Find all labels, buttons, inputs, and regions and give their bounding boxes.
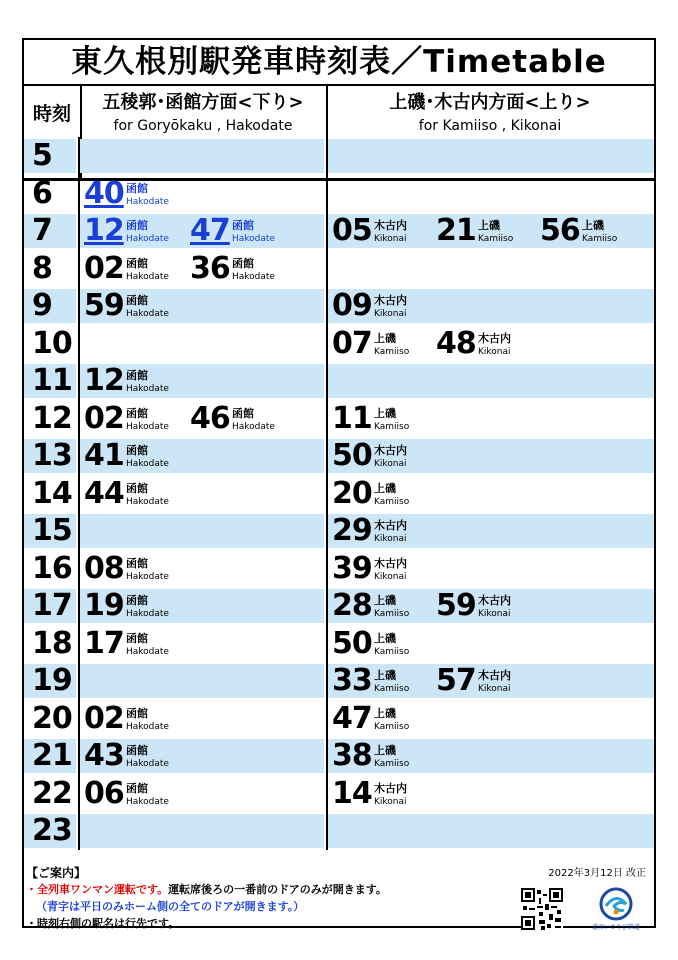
table-row [24, 775, 654, 813]
destination-jp: 上磯 [374, 331, 396, 345]
column-divider [326, 662, 328, 700]
column-divider [326, 775, 328, 813]
destination-jp: 函館 [232, 219, 254, 232]
up-direction-jp: 上磯･木古内方面<上り> [389, 92, 591, 113]
up-departures-cell [328, 552, 654, 586]
down-departures-cell [80, 777, 324, 811]
destination-en: Hakodate [126, 384, 169, 394]
departure-minute: 38 [332, 738, 372, 773]
down-departures-cell [80, 139, 324, 173]
destination-en: Hakodate [232, 234, 275, 244]
column-divider [78, 437, 80, 475]
column-divider [78, 400, 80, 438]
down-departures-cell [80, 552, 324, 586]
destination-jp: 函館 [126, 631, 148, 645]
table-row [24, 175, 654, 213]
column-divider [78, 325, 80, 363]
up-departures-cell [328, 514, 654, 548]
table-row [24, 587, 654, 625]
table-row [24, 325, 654, 363]
column-divider [78, 137, 80, 175]
table-row [24, 662, 654, 700]
destination-jp: 上磯 [374, 631, 396, 645]
column-divider [78, 212, 80, 250]
departure-minute: 50 [332, 625, 372, 661]
column-divider [326, 325, 328, 363]
departure-minute: 20 [332, 475, 372, 511]
departure-minute: 57 [436, 663, 476, 698]
column-divider [326, 400, 328, 438]
destination-en: Kamiiso [374, 609, 410, 619]
destination-jp: 函館 [126, 406, 148, 420]
destination-jp: 木古内 [374, 219, 407, 232]
up-departures-cell [328, 477, 654, 511]
notice-line-1 [26, 881, 387, 897]
destination-jp: 上磯 [582, 219, 604, 232]
destination-en: Kikonai [478, 684, 511, 694]
table-row [24, 362, 654, 400]
destination-en: Kamiiso [374, 721, 410, 732]
up-departures-cell [328, 702, 654, 736]
up-departures-cell [328, 327, 654, 361]
column-divider [326, 550, 328, 588]
down-departures-cell [80, 739, 324, 773]
column-divider [326, 700, 328, 738]
destination-en: Hakodate [126, 309, 169, 319]
table-row [24, 437, 654, 475]
departure-minute: 02 [84, 250, 124, 286]
departure-minute: 33 [332, 663, 372, 698]
table-row [24, 737, 654, 775]
departure-minute: 41 [84, 438, 124, 473]
destination-jp: 函館 [126, 444, 148, 457]
railway-logo-icon [580, 886, 652, 922]
column-divider [78, 812, 80, 850]
destination-en: Kamiiso [374, 646, 410, 657]
departure-minute: 08 [84, 550, 124, 586]
destination-en: Hakodate [126, 759, 169, 769]
destination-jp: 函館 [126, 594, 148, 607]
destination-en: Hakodate [232, 271, 275, 282]
table-row [24, 475, 654, 513]
table-row [24, 550, 654, 588]
table-row [24, 137, 654, 175]
destination-jp: 木古内 [374, 781, 407, 795]
departure-minute: 47 [332, 700, 372, 736]
hour-cell: 10 [32, 325, 72, 361]
destination-jp: 函館 [126, 369, 148, 382]
destination-jp: 木古内 [478, 331, 511, 345]
down-departures-cell [80, 702, 324, 736]
destination-jp: 上磯 [374, 706, 396, 720]
destination-en: Kikonai [374, 234, 407, 244]
departure-minute: 11 [332, 400, 372, 436]
column-divider [78, 662, 80, 700]
column-divider [326, 175, 328, 213]
hour-cell: 14 [32, 475, 72, 511]
hour-cell: 17 [24, 589, 76, 623]
qr-code-icon [521, 888, 563, 930]
destination-jp: 函館 [232, 406, 254, 420]
column-divider [78, 362, 80, 400]
hour-cell: 12 [32, 400, 72, 436]
timetable-sheet [22, 38, 656, 931]
hour-cell: 5 [24, 139, 76, 173]
destination-jp: 木古内 [478, 669, 511, 682]
destination-jp: 函館 [126, 481, 148, 495]
departure-minute: 12 [84, 213, 124, 248]
hour-cell: 21 [24, 739, 76, 773]
destination-en: Hakodate [126, 459, 169, 469]
table-row [24, 212, 654, 250]
up-departures-cell [328, 739, 654, 773]
departure-minute: 17 [84, 625, 124, 661]
revision-date: 2022年3月12日 改正 [548, 868, 646, 879]
destination-en: Kikonai [374, 796, 407, 807]
down-departures-cell [80, 327, 324, 361]
down-departures-cell [80, 364, 324, 398]
hour-cell: 23 [24, 814, 76, 848]
down-departures-cell [80, 289, 324, 323]
destination-en: Hakodate [126, 271, 169, 282]
destination-jp: 函館 [126, 294, 148, 307]
up-departures-cell [328, 364, 654, 398]
column-divider [326, 587, 328, 625]
notice-one-man: ・全列車ワンマン運転です。 [26, 883, 169, 896]
departure-minute: 50 [332, 438, 372, 473]
hour-cell: 15 [24, 514, 76, 548]
notice-line-2: （青字は平日のみホーム側の全てのドアが開きます。） [36, 900, 305, 913]
departure-minute: 29 [332, 513, 372, 548]
column-divider [78, 737, 80, 775]
up-departures-cell [328, 627, 654, 661]
column-divider [78, 550, 80, 588]
column-divider [78, 250, 80, 288]
down-departures-cell [80, 214, 324, 248]
departure-minute: 44 [84, 475, 124, 511]
destination-en: Kikonai [374, 571, 407, 582]
hour-cell: 6 [32, 175, 52, 211]
destination-jp: 上磯 [374, 481, 396, 495]
destination-en: Kikonai [478, 609, 511, 619]
destination-en: Kamiiso [374, 346, 410, 357]
column-divider [326, 512, 328, 550]
guide-heading: 【ご案内】 [26, 866, 87, 880]
up-departures-cell [328, 177, 654, 211]
down-departures-cell [80, 402, 324, 436]
column-divider [326, 137, 328, 175]
column-divider [78, 775, 80, 813]
departure-minute: 39 [332, 550, 372, 586]
hour-cell: 16 [32, 550, 72, 586]
destination-en: Kikonai [478, 346, 511, 357]
hour-cell: 7 [24, 214, 76, 248]
hour-cell: 8 [32, 250, 52, 286]
table-row [24, 625, 654, 663]
destination-en: Hakodate [232, 421, 275, 432]
destination-jp: 木古内 [478, 594, 511, 607]
destination-en: Kikonai [374, 534, 407, 544]
destination-jp: 木古内 [374, 294, 407, 307]
down-departures-cell [80, 627, 324, 661]
departure-minute: 46 [190, 400, 230, 436]
up-departures-cell [328, 214, 654, 248]
column-divider [78, 175, 80, 213]
up-departures-cell [328, 139, 654, 173]
destination-jp: 上磯 [478, 219, 500, 232]
hour-cell: 20 [32, 700, 72, 736]
up-departures-cell [328, 439, 654, 473]
down-departures-cell [80, 252, 324, 286]
departure-minute: 07 [332, 325, 372, 361]
destination-jp: 函館 [126, 256, 148, 270]
destination-en: Kamiiso [374, 421, 410, 432]
destination-en: Hakodate [126, 496, 169, 507]
departure-minute: 59 [84, 288, 124, 323]
notice-front-door: 運転席後ろの一番前のドアのみが開きます。 [168, 883, 387, 896]
up-departures-cell [328, 777, 654, 811]
destination-en: Hakodate [126, 234, 169, 244]
destination-jp: 上磯 [374, 669, 396, 682]
hour-cell: 18 [32, 625, 72, 661]
destination-en: Kamiiso [374, 759, 410, 769]
timetable-rows [24, 137, 654, 850]
table-row [24, 287, 654, 325]
column-divider [326, 737, 328, 775]
hour-column-header: 時刻 [24, 84, 82, 178]
hour-cell: 19 [24, 664, 76, 698]
departure-minute: 09 [332, 288, 372, 323]
destination-en: Hakodate [126, 609, 169, 619]
column-divider [326, 212, 328, 250]
destination-jp: 函館 [126, 556, 148, 570]
footer-notes [24, 862, 654, 931]
departure-minute: 02 [84, 400, 124, 436]
column-divider [78, 475, 80, 513]
column-divider [78, 512, 80, 550]
destination-en: Kamiiso [374, 684, 410, 694]
destination-jp: 函館 [126, 744, 148, 757]
up-departures-cell [328, 664, 654, 698]
down-departures-cell [80, 477, 324, 511]
column-divider [326, 437, 328, 475]
down-direction-jp: 五稜郭･函館方面<下り> [102, 92, 304, 113]
hour-cell: 9 [24, 289, 76, 323]
destination-jp: 木古内 [374, 519, 407, 532]
destination-en: Hakodate [126, 571, 169, 582]
notice-line-3: ・時刻右側の駅名は行先です。 [26, 917, 180, 930]
up-departures-cell [328, 402, 654, 436]
departure-minute: 02 [84, 700, 124, 736]
table-row [24, 700, 654, 738]
table-row [24, 812, 654, 850]
destination-en: Hakodate [126, 721, 169, 732]
destination-jp: 木古内 [374, 556, 407, 570]
column-divider [326, 287, 328, 325]
departure-minute: 19 [84, 588, 124, 623]
railway-logo [580, 886, 652, 934]
destination-en: Kikonai [374, 309, 407, 319]
hour-cell: 11 [24, 364, 76, 398]
departure-minute: 48 [436, 325, 476, 361]
destination-jp: 函館 [126, 219, 148, 232]
railway-logo-text: 道南いさりび鉄道 [591, 924, 640, 931]
column-divider [78, 587, 80, 625]
table-row [24, 400, 654, 438]
column-divider [326, 250, 328, 288]
departure-minute: 56 [540, 213, 580, 248]
destination-jp: 函館 [232, 256, 254, 270]
destination-en: Hakodate [126, 421, 169, 432]
departure-minute: 40 [84, 175, 124, 211]
departure-minute: 06 [84, 775, 124, 811]
down-departures-cell [80, 514, 324, 548]
destination-en: Hakodate [126, 646, 169, 657]
hour-cell: 22 [32, 775, 72, 811]
up-departures-cell [328, 252, 654, 286]
destination-en: Kamiiso [478, 234, 514, 244]
up-departures-cell [328, 289, 654, 323]
departure-minute: 28 [332, 588, 372, 623]
column-divider [326, 362, 328, 400]
departure-minute: 36 [190, 250, 230, 286]
departure-minute: 05 [332, 213, 372, 248]
column-divider [78, 287, 80, 325]
down-departures-cell [80, 664, 324, 698]
departure-minute: 47 [190, 213, 230, 248]
destination-jp: 木古内 [374, 444, 407, 457]
column-divider [326, 812, 328, 850]
column-divider [326, 625, 328, 663]
table-row [24, 250, 654, 288]
down-departures-cell [80, 439, 324, 473]
down-departures-cell [80, 177, 324, 211]
destination-jp: 上磯 [374, 744, 396, 757]
up-departures-cell [328, 814, 654, 848]
down-departures-cell [80, 589, 324, 623]
table-row [24, 512, 654, 550]
destination-en: Hakodate [126, 796, 169, 807]
departure-minute: 43 [84, 738, 124, 773]
departure-minute: 21 [436, 213, 476, 248]
destination-en: Kamiiso [374, 496, 410, 507]
departure-minute: 59 [436, 588, 476, 623]
destination-jp: 函館 [126, 781, 148, 795]
column-divider [78, 700, 80, 738]
page-title: 東久根別駅発車時刻表／Timetable [24, 40, 654, 86]
destination-en: Kikonai [374, 459, 407, 469]
destination-en: Kamiiso [582, 234, 618, 244]
destination-jp: 函館 [126, 181, 148, 195]
down-departures-cell [80, 814, 324, 848]
down-direction-en: for Goryōkaku , Hakodate [113, 118, 293, 134]
column-divider [326, 475, 328, 513]
hour-cell: 13 [24, 439, 76, 473]
departure-minute: 12 [84, 363, 124, 398]
destination-jp: 上磯 [374, 594, 396, 607]
destination-jp: 函館 [126, 706, 148, 720]
column-divider [78, 625, 80, 663]
destination-jp: 上磯 [374, 406, 396, 420]
up-direction-en: for Kamiiso , Kikonai [418, 118, 562, 134]
up-departures-cell [328, 589, 654, 623]
destination-en: Hakodate [126, 196, 169, 207]
departure-minute: 14 [332, 775, 372, 811]
